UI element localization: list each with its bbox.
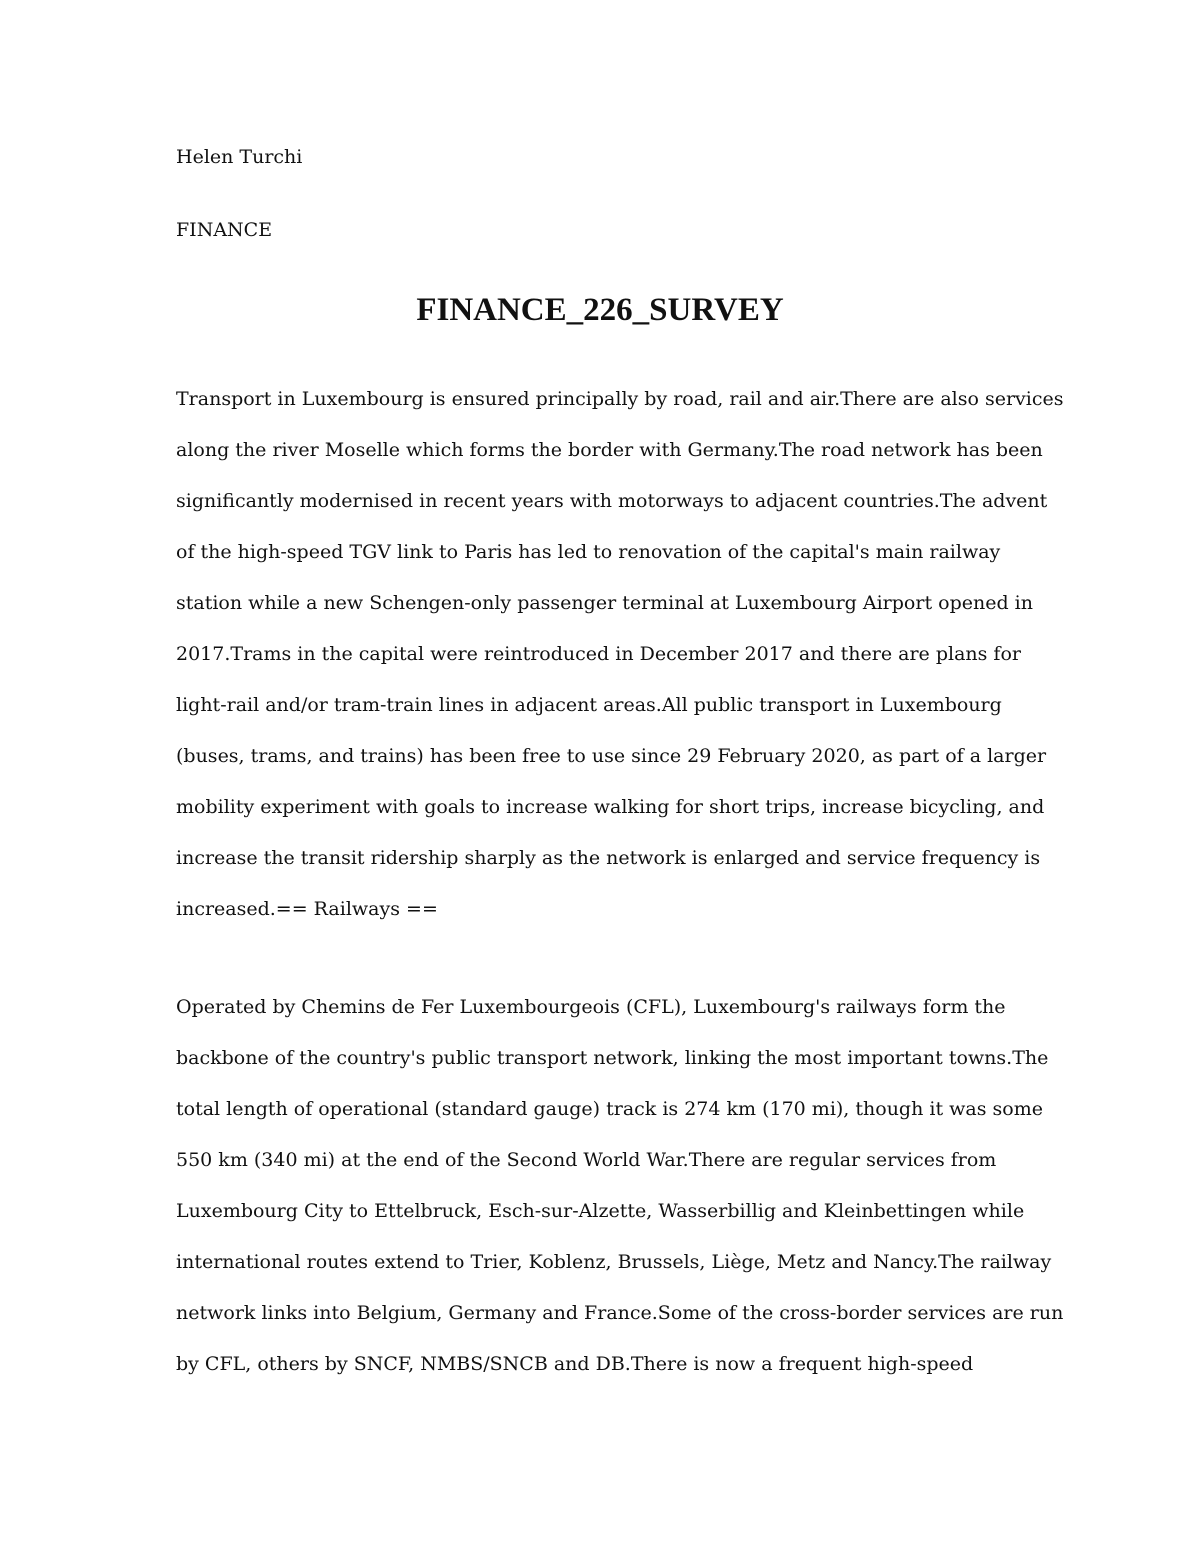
paragraph-line: light-rail and/or tram-train lines in adjacent areas.All public transport in Luxembourg bbox=[176, 694, 1002, 716]
paragraph-line: backbone of the country's public transport network, linking the most important towns.The bbox=[176, 1047, 1049, 1069]
paragraph-line: increase the transit ridership sharply as the network is enlarged and service frequency is bbox=[176, 847, 1041, 869]
paragraph-line: significantly modernised in recent years with motorways to adjacent countries.The advent bbox=[176, 490, 1048, 512]
paragraph-line: 2017.Trams in the capital were reintroduced in December 2017 and there are plans for bbox=[176, 643, 1021, 665]
paragraph-line: by CFL, others by SNCF, NMBS/SNCB and DB.There is now a frequent high-speed bbox=[176, 1353, 974, 1375]
paragraph-2 bbox=[176, 995, 1064, 1403]
paragraph-line: station while a new Schengen-only passenger terminal at Luxembourg Airport opened in bbox=[176, 592, 1033, 614]
paragraph-line: network links into Belgium, Germany and France.Some of the cross-border services are run bbox=[176, 1302, 1064, 1324]
paragraph-line: 550 km (340 mi) at the end of the Second World War.There are regular services from bbox=[176, 1149, 997, 1171]
paragraph-line: Operated by Chemins de Fer Luxembourgeois (CFL), Luxembourg's railways form the bbox=[176, 996, 1006, 1018]
paragraph-1 bbox=[176, 387, 1064, 948]
paragraph-line: of the high-speed TGV link to Paris has led to renovation of the capital's main railway bbox=[176, 541, 1001, 563]
paragraph-line: total length of operational (standard gauge) track is 274 km (170 mi), though it was some bbox=[176, 1098, 1043, 1120]
document-title: FINANCE_226_SURVEY bbox=[416, 292, 784, 328]
paragraph-line: international routes extend to Trier, Koblenz, Brussels, Liège, Metz and Nancy.The railway bbox=[176, 1251, 1052, 1273]
paragraph-line: increased.== Railways == bbox=[176, 898, 438, 920]
department-label: FINANCE bbox=[176, 219, 273, 241]
paragraph-line: Luxembourg City to Ettelbruck, Esch-sur-Alzette, Wasserbillig and Kleinbettingen while bbox=[176, 1200, 1025, 1222]
paragraph-line: mobility experiment with goals to increase walking for short trips, increase bicycling, and bbox=[176, 796, 1045, 818]
paragraph-line: along the river Moselle which forms the border with Germany.The road network has been bbox=[176, 439, 1043, 461]
paragraph-line: Transport in Luxembourg is ensured principally by road, rail and air.There are also services bbox=[176, 388, 1064, 410]
paragraph-line: (buses, trams, and trains) has been free to use since 29 February 2020, as part of a larger bbox=[176, 745, 1047, 767]
author-name: Helen Turchi bbox=[176, 146, 303, 168]
